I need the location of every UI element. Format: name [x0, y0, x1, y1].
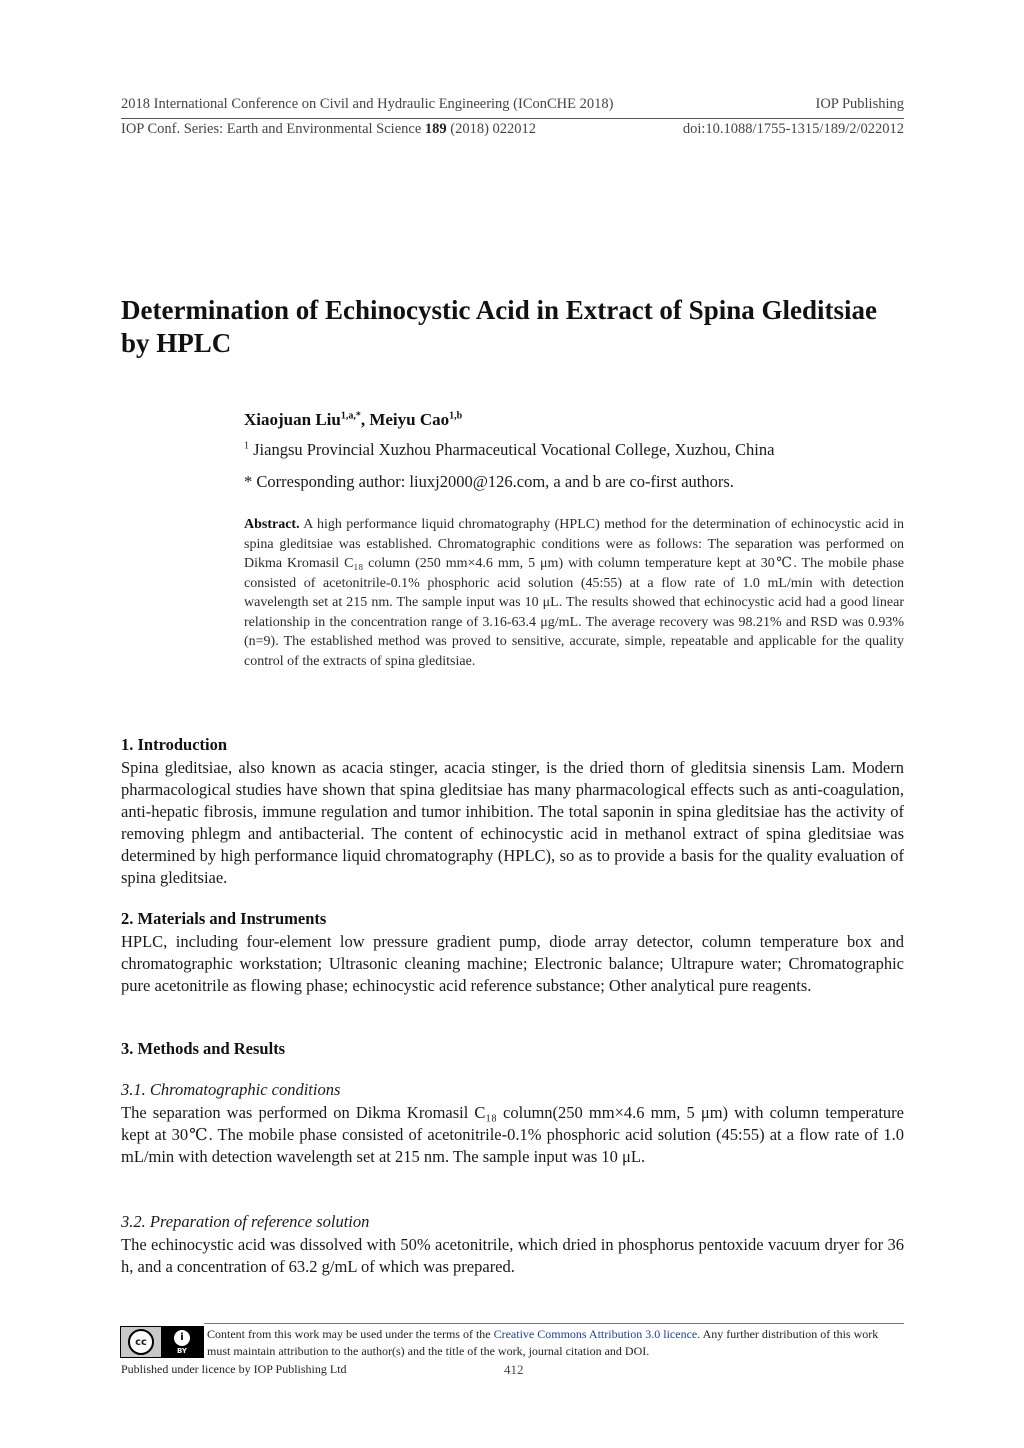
by-icon [161, 1327, 203, 1357]
affiliation-sup: 1 [244, 440, 249, 452]
subsection-heading-chromatographic: 3.1. Chromatographic conditions [121, 1080, 341, 1099]
materials-text: HPLC, including four-element low pressure gradient pump, diode array detector, column temperature box and chromatographic workstation; Ultrasonic cleaning machine; Electronic balance; Ultrapure water; Chromatographic pure acetonitrile as flowing phase; echinocystic acid reference substance; Other analytical pure reagents. [121, 932, 904, 995]
author-separator: , [360, 410, 370, 429]
series-prefix: IOP Conf. Series: Earth and Environmental Science [121, 121, 425, 137]
publisher-name: IOP Publishing [815, 96, 904, 112]
section-heading-methods: 3. Methods and Results [121, 1039, 286, 1058]
abstract-text: A high performance liquid chromatography (HPLC) method for the determination of echinocystic acid in spina gleditsiae was established. Chromatographic conditions were as follows: The separation was performed on Dikma Kromasil C₁₈ column (250 mm×4.6 mm, 5 μm) with column temperature kept at 30℃. The mobile phase consisted of acetonitrile-0.1% phosphoric acid solution (45:55) at a flow rate of 1.0 mL/min with detection wavelength set at 215 nm. The sample input was 10 μL. The results showed that echinocystic acid had a good linear relationship in the concentration range of 3.16-63.4 μg/mL. The average recovery was 98.21% and RSD was 0.93% (n=9). The established method was proved to sensitive, accurate, simple, repeatable and applicable for the quality control of the extracts of spina gleditsiae. [244, 517, 904, 669]
section-heading-materials: 2. Materials and Instruments [121, 909, 327, 928]
reference-solution-text: The echinocystic acid was dissolved with 50% acetonitrile, which dried in phosphorus pentoxide vacuum dryer for 36 h, and a concentration of 63.2 g/mL of which was prepared. [121, 1235, 904, 1276]
doi: doi:10.1088/1755-1315/189/2/022012 [682, 121, 904, 137]
abstract [244, 515, 904, 671]
published-under: Published under licence by IOP Publishing Ltd [121, 1362, 347, 1376]
licence-notice [207, 1326, 904, 1360]
introduction-text: Spina gleditsiae, also known as acacia stinger, acacia stinger, is the dried thorn of gleditsia sinensis Lam. Modern pharmacological studies have shown that spina gleditsiae has many pharmacological effects such as anti-coagulation, anti-hepatic fibrosis, immune regulation and tumor inhibition. The total saponin in spina gleditsiae has the activity of removing phlegm and antibacterial. The content of echinocystic acid in methanol extract of spina gleditsiae was determined by high performance liquid chromatography (HPLC), so as to provide a basis for the quality evaluation of spina gleditsiae. [121, 758, 904, 887]
header-rule [121, 118, 904, 119]
cc-circle: cc [128, 1329, 154, 1355]
author-2: Meiyu Cao [369, 410, 450, 429]
paper-title: Determination of Echinocystic Acid in Extract of Spina Gleditsiae by HPLC [121, 295, 877, 358]
author-line [244, 410, 462, 430]
series-suffix: (2018) 022012 [446, 121, 537, 137]
chromatographic-text: The separation was performed on Dikma Kromasil C₁₈ column(250 mm×4.6 mm, 5 μm) with column temperature kept at 30℃. The mobile phase consisted of acetonitrile-0.1% phosphoric acid solution (45:55) at a flow rate of 1.0 mL/min with detection wavelength set at 215 nm. The sample input was 10 μL. [121, 1103, 904, 1166]
person-icon: i [174, 1330, 190, 1346]
licence-suffix: . Any further distribution of this work must maintain attribution to the author(s) and the title of the work, journal citation and DOI. [207, 1327, 879, 1358]
by-label: BY [176, 1346, 188, 1355]
cc-by-badge [120, 1326, 204, 1358]
affiliation-text: Jiangsu Provincial Xuzhou Pharmaceutical Vocational College, Xuzhou, China [249, 440, 775, 459]
series-line [121, 121, 904, 138]
page-number: 412 [504, 1362, 524, 1377]
licence-link[interactable]: Creative Commons Attribution 3.0 licence [493, 1327, 698, 1341]
series-volume: 189 [424, 121, 447, 137]
running-header [121, 96, 904, 113]
affiliation [244, 440, 774, 460]
abstract-label: Abstract. [244, 517, 300, 532]
series-citation [121, 121, 536, 138]
conference-name: 2018 International Conference on Civil and Hydraulic Engineering (IConCHE 2018) [121, 96, 614, 112]
cc-icon [121, 1327, 161, 1357]
corresponding-author: * Corresponding author: liuxj2000@126.com, a and b are co-first authors. [244, 472, 734, 491]
author-1: Xiaojuan Liu [244, 410, 341, 429]
licence-prefix: Content from this work may be used under the terms of the [207, 1327, 494, 1341]
author-2-sup: 1,b [449, 410, 463, 422]
author-1-sup: 1,a,* [340, 410, 361, 422]
footer-rule [204, 1323, 904, 1324]
subsection-heading-reference: 3.2. Preparation of reference solution [121, 1212, 370, 1231]
section-heading-introduction: 1. Introduction [121, 735, 228, 754]
